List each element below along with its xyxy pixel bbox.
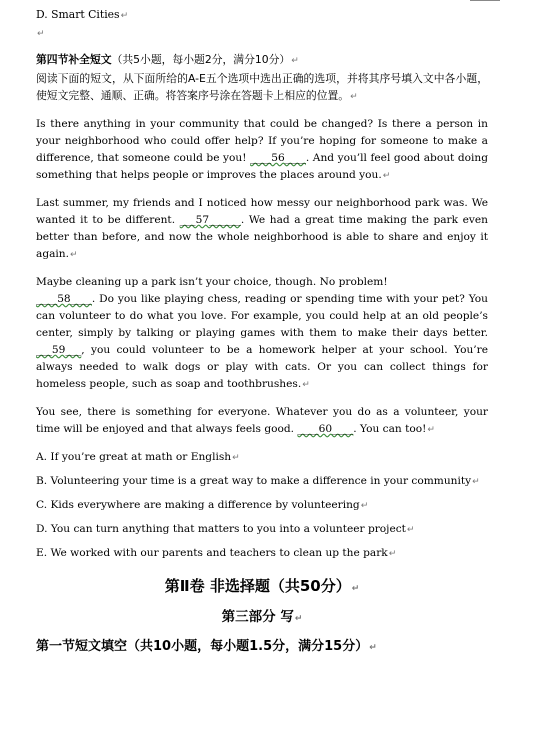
blank-56: ____56____ — [250, 152, 306, 164]
paragraph-mark: ↵ — [406, 525, 415, 535]
option-text: C. Kids everywhere are making a difference by volunteering — [36, 499, 360, 511]
passage-paragraph-2 — [36, 195, 488, 264]
paragraph-mark: ↵ — [291, 56, 299, 66]
option-b — [36, 473, 488, 491]
section4-title-note: （共5小题，每小题2分，满分10分） — [111, 53, 291, 66]
option-text: D. You can turn anything that matters to you into a volunteer project — [36, 523, 406, 535]
paragraph-text: . You can too! — [353, 423, 427, 435]
part2-title-text: 第Ⅱ卷 非选择题（共50分） — [164, 577, 351, 595]
passage-paragraph-3 — [36, 274, 488, 394]
paragraph-mark: ↵ — [369, 643, 377, 653]
option-d-previous — [36, 6, 488, 25]
paragraph-mark: ↵ — [232, 453, 240, 463]
paragraph-mark: ↵ — [382, 171, 391, 181]
paragraph-mark: ↵ — [70, 250, 78, 260]
part3-subtitle-text: 第三部分 写 — [221, 609, 294, 625]
paragraph-mark: ↵ — [388, 549, 397, 559]
passage-paragraph-1 — [36, 116, 488, 185]
option-text: A. If you’re great at math or English — [36, 451, 232, 463]
blank-58: ____58____ — [36, 293, 92, 305]
option-d — [36, 521, 488, 539]
paragraph-text: . And you’ll feel good about doing something that helps people or improves the places around you. — [36, 152, 488, 181]
section4-title: 第四节补全短文 — [36, 53, 112, 66]
paragraph-mark: ↵ — [302, 380, 310, 390]
paragraph-mark: ↵ — [37, 29, 45, 39]
paragraph-mark: ↵ — [120, 11, 129, 21]
page-header-rule — [470, 0, 500, 1]
part2-title — [36, 575, 488, 600]
paragraph-text: Is there anything in your community that could be changed? Is there a person in your neighborhood who could offer help? If you’re hoping for someone to make a difference, that someone could be you! — [36, 118, 488, 164]
paragraph-mark: ↵ — [350, 92, 358, 102]
blank-59: ___59___ — [36, 344, 82, 356]
part3-subtitle — [36, 606, 488, 630]
empty-line — [36, 25, 488, 51]
paragraph-mark: ↵ — [427, 425, 435, 435]
paragraph-text: Last summer, my friends and I noticed how messy our neighborhood park was. We wanted it to be different. — [36, 197, 488, 226]
option-a — [36, 449, 488, 467]
section4-instructions — [36, 70, 488, 106]
paragraph-mark: ↵ — [351, 584, 360, 594]
section1-title-text: 第一节短文填空（共10小题，每小题1.5分，满分15分） — [36, 639, 369, 654]
document-page — [36, 6, 488, 659]
paragraph-text: Maybe cleaning up a park isn’t your choice, though. No problem! — [36, 276, 388, 288]
option-text: E. We worked with our parents and teachers to clean up the park — [36, 547, 388, 559]
paragraph-mark: ↵ — [360, 501, 369, 511]
option-e — [36, 545, 488, 563]
blank-60: ____60____ — [297, 423, 354, 435]
passage-paragraph-4 — [36, 404, 488, 439]
option-c — [36, 497, 488, 515]
instructions-text: 阅读下面的短文，从下面所给的A-E五个选项中选出正确的选项，并将其序号填入文中各小题，使短文完整、通顺、正确。将答案序号涂在答题卡上相应的位置。 — [36, 72, 488, 102]
blank-57: ___57______ — [179, 214, 241, 226]
paragraph-mark: ↵ — [294, 614, 303, 624]
paragraph-text: , you could volunteer to be a homework helper at your school. You’re always needed to walk dogs or play with cats. Or you can collect things for homeless people, such as soap and toothbrushes. — [36, 344, 488, 390]
section4-heading — [36, 51, 488, 70]
paragraph-text: . We had a great time making the park even better than before, and now the whole neighborhood is able to share and enjoy it again. — [36, 214, 488, 260]
option-text: B. Volunteering your time is a great way to make a difference in your community — [36, 475, 472, 487]
paragraph-text: You see, there is something for everyone. Whatever you do as a volunteer, your time will be enjoyed and that always feels good. — [36, 406, 488, 435]
option-text: D. Smart Cities — [36, 8, 120, 21]
paragraph-mark: ↵ — [472, 477, 480, 487]
paragraph-text: . Do you like playing chess, reading or spending time with your pet? You can volunteer to do what you love. For example, you could help at an old people’s center, simply by talking or playing games with them to make their days better. — [36, 293, 488, 339]
section1-title — [36, 636, 488, 659]
